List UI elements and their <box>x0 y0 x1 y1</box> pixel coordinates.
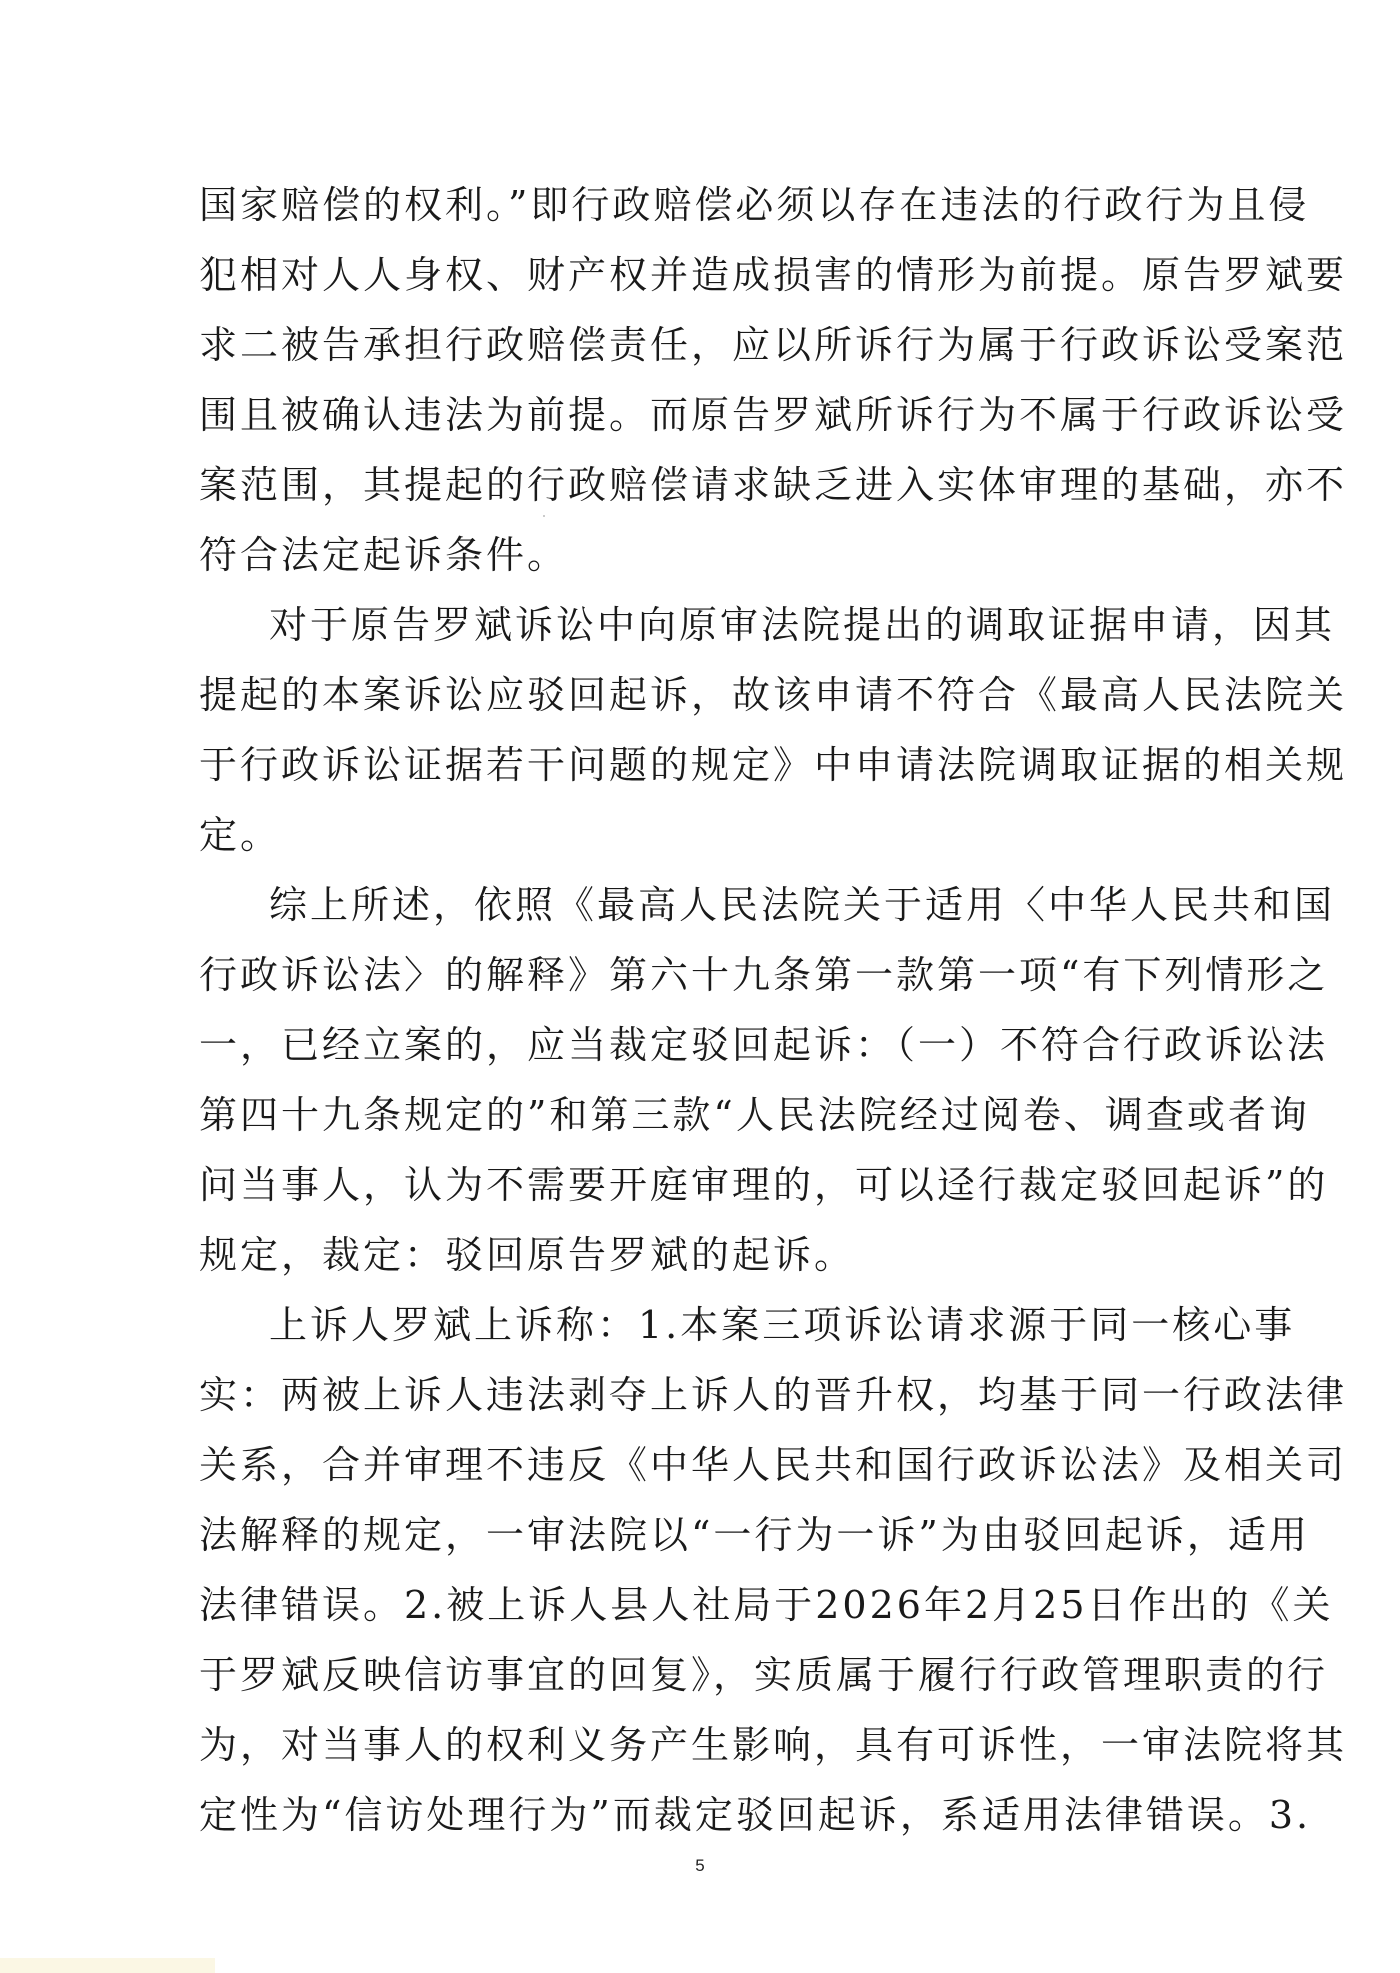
scan-speck <box>543 515 545 517</box>
text-line: 于罗斌反映信访事宜的回复》，实质属于履行行政管理职责的行 <box>199 1653 1329 1697</box>
text-line: 犯相对人人身权、财产权并造成损害的情形为前提。原告罗斌要 <box>199 253 1348 297</box>
text-line: 求二被告承担行政赔偿责任，应以所诉行为属于行政诉讼受案范 <box>199 323 1348 367</box>
text-line: 案范围，其提起的行政赔偿请求缺乏进入实体审理的基础，亦不 <box>199 463 1348 507</box>
text-line: 定。 <box>199 813 282 857</box>
text-line: 围且被确认违法为前提。而原告罗斌所诉行为不属于行政诉讼受 <box>199 393 1348 437</box>
text-line: 行政诉讼法〉的解释》第六十九条第一款第一项“有下列情形之 <box>199 953 1329 997</box>
text-line: 规定，裁定：驳回原告罗斌的起诉。 <box>199 1233 856 1277</box>
text-line: 实：两被上诉人违法剥夺上诉人的晋升权，均基于同一行政法律 <box>199 1373 1348 1417</box>
page-number: 5 <box>695 1856 705 1875</box>
text-line: 定性为“信访处理行为”而裁定驳回起诉，系适用法律错误。3. <box>199 1793 1312 1837</box>
text-line: 国家赔偿的权利。”即行政赔偿必须以存在违法的行政行为且侵 <box>199 183 1310 227</box>
text-line: 法律错误。2.被上诉人县人社局于2026年2月25日作出的《关 <box>199 1583 1334 1627</box>
text-line: 关系，合并审理不违反《中华人民共和国行政诉讼法》及相关司 <box>199 1443 1348 1487</box>
paragraph-first-line: 对于原告罗斌诉讼中向原审法院提出的调取证据申请，因其 <box>269 603 1336 647</box>
scan-edge-strip <box>0 1958 215 1973</box>
text-line: 问当事人，认为不需要开庭审理的，可以迳行裁定驳回起诉”的 <box>199 1163 1329 1207</box>
text-line: 法解释的规定，一审法院以“一行为一诉”为由驳回起诉，适用 <box>199 1513 1310 1557</box>
paragraph-first-line: 上诉人罗斌上诉称：1.本案三项诉讼请求源于同一核心事 <box>269 1303 1296 1347</box>
text-line: 符合法定起诉条件。 <box>199 533 569 577</box>
text-line: 一，已经立案的，应当裁定驳回起诉：（一）不符合行政诉讼法 <box>199 1023 1329 1067</box>
paragraph-first-line: 综上所述，依照《最高人民法院关于适用〈中华人民共和国 <box>269 883 1336 927</box>
text-line: 提起的本案诉讼应驳回起诉，故该申请不符合《最高人民法院关 <box>199 673 1348 717</box>
text-line: 于行政诉讼证据若干问题的规定》中申请法院调取证据的相关规 <box>199 743 1348 787</box>
text-line: 为，对当事人的权利义务产生影响，具有可诉性，一审法院将其 <box>199 1723 1348 1767</box>
text-line: 第四十九条规定的”和第三款“人民法院经过阅卷、调查或者询 <box>199 1093 1310 1137</box>
